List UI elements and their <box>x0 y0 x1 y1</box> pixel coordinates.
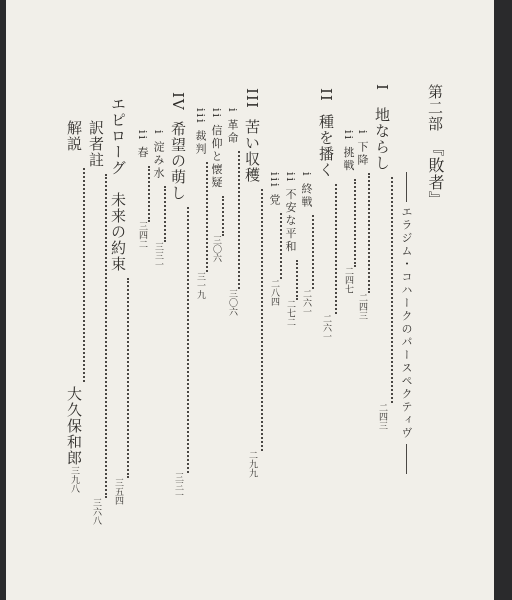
chapter-1-section-1: i 下降二四三 <box>356 130 369 321</box>
chapter-3-section-2: ii 信仰と懐疑三〇六 <box>210 108 223 263</box>
part-title: 『敗者』 <box>426 140 445 208</box>
chapter-1-section-2: ii 挑戦二四七 <box>342 130 355 294</box>
chapter-2-section-1: i 終戦二六一 <box>300 172 313 317</box>
chapter-2-section-3: iii 党二八四 <box>268 172 281 307</box>
translator-notes-entry: 訳者註三六八 <box>87 120 105 525</box>
chapter-3-section-1: i 革命三〇六 <box>226 108 239 317</box>
part-label: 第二部 <box>426 84 444 132</box>
chapter-3-title: III苦い収穫二九九 <box>243 88 261 478</box>
part-subtitle: エラジム・コハークのパースペクティヴ <box>400 206 413 440</box>
commentary-entry: 解説大久保和郎三九八 <box>65 120 83 493</box>
book-page <box>6 0 494 600</box>
chapter-2-section-2: ii 不安な平和二七二 <box>284 172 297 327</box>
chapter-1-title: I地ならし二四三 <box>373 84 391 430</box>
part-subtitle-line <box>398 168 414 478</box>
chapter-4-section-1: i 淀み水三三一 <box>152 130 165 270</box>
part-heading <box>424 84 447 208</box>
chapter-3-section-3: iii 裁判三一九 <box>194 108 207 300</box>
chapter-4-section-2: ii 春三四二 <box>136 130 149 249</box>
chapter-4-title: IV希望の萌し三三一 <box>169 92 187 500</box>
epilogue-entry: エピローグ 未来の約束三五四 <box>109 96 127 505</box>
chapter-2-title: II種を播く二六一 <box>317 88 335 341</box>
